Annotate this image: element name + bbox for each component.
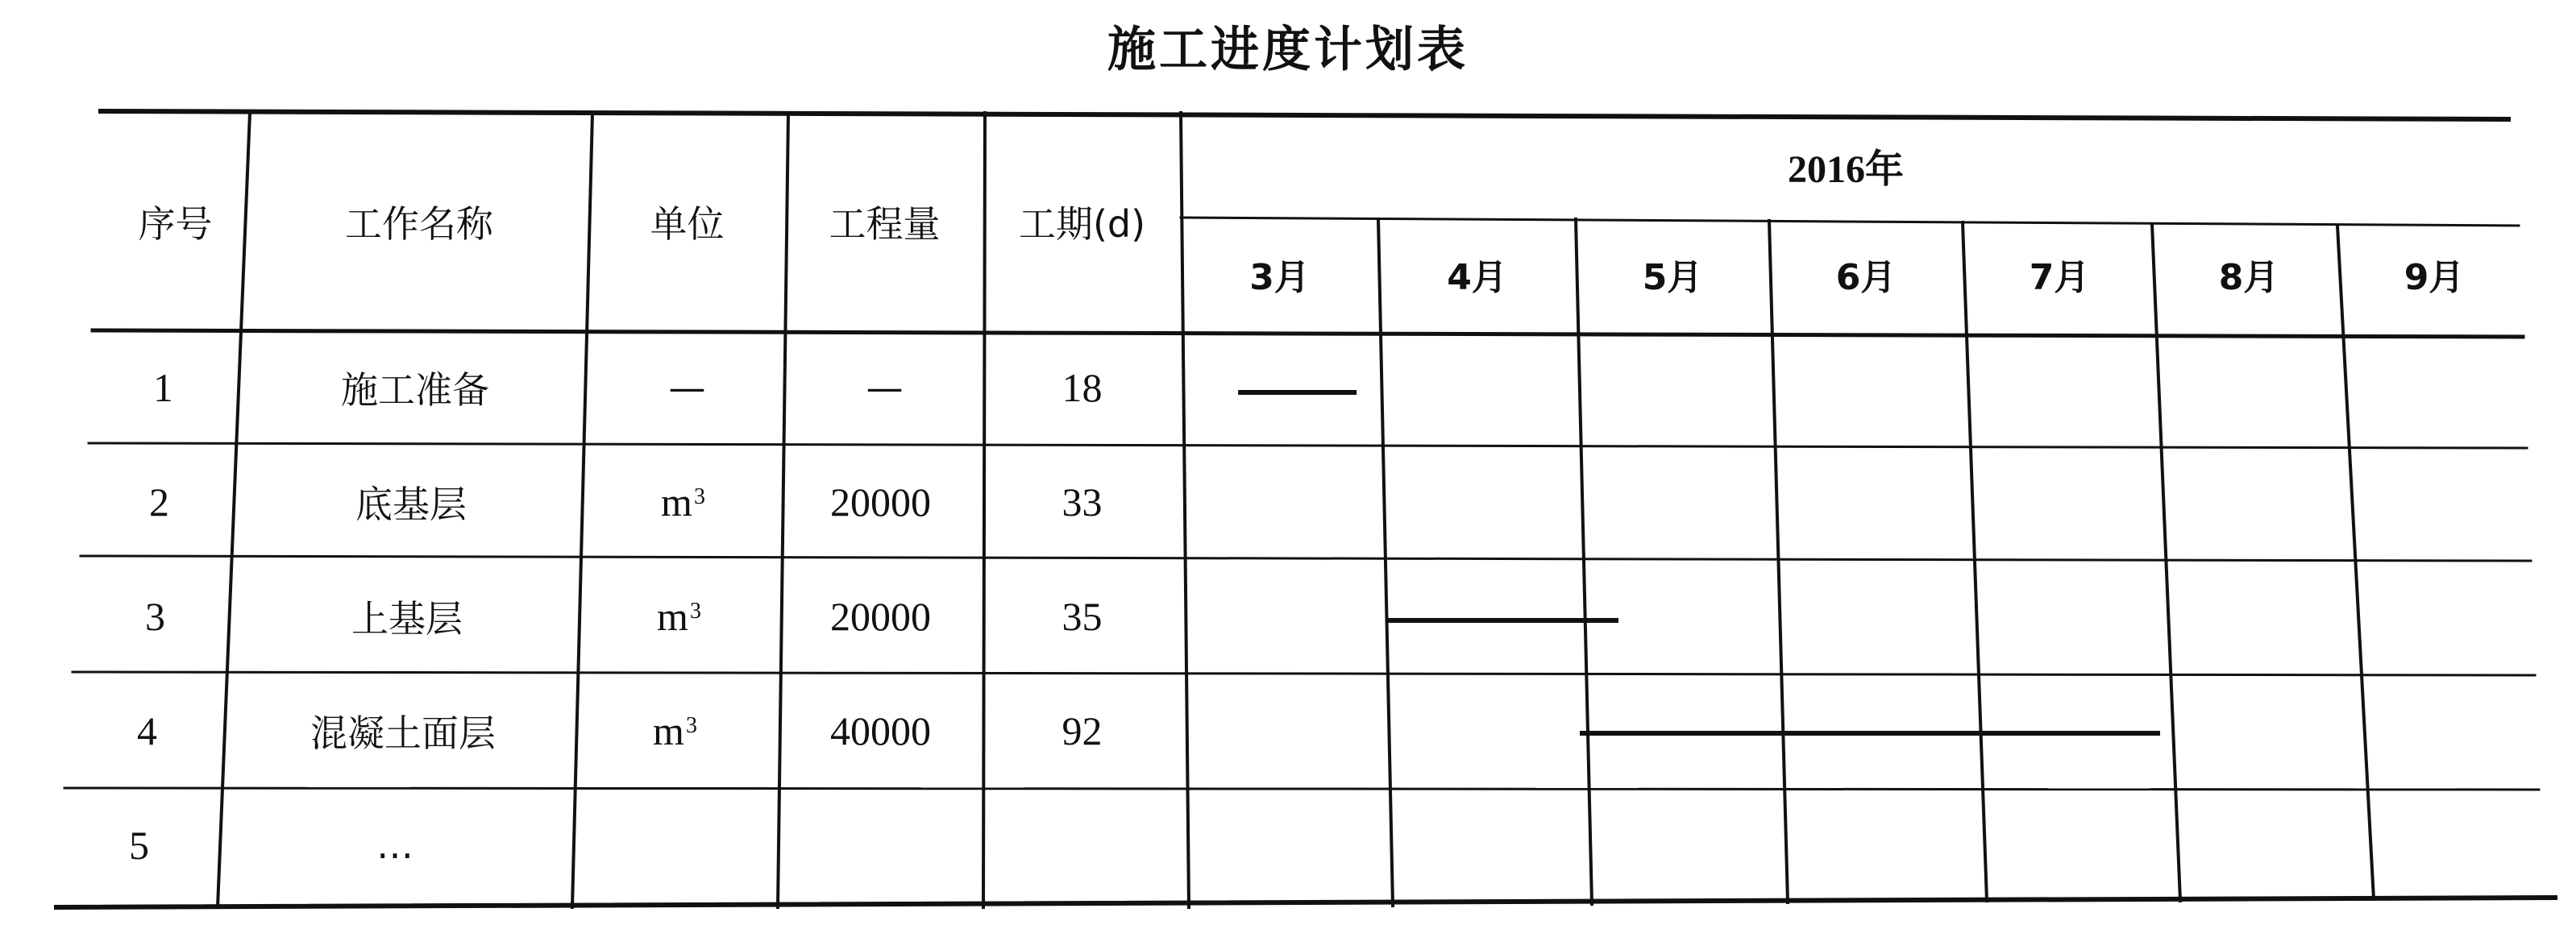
header-month-9: 9月: [2404, 257, 2465, 298]
row4-duration: 92: [1062, 708, 1103, 753]
header-month-6: 6月: [1835, 257, 1897, 298]
row2-quantity: 20000: [830, 479, 931, 525]
header-month-3: 3月: [1249, 257, 1310, 298]
row1-seq: 1: [153, 365, 173, 410]
row5-seq: 5: [129, 823, 149, 868]
row1-name: 施工准备: [341, 368, 489, 412]
header-month-8: 8月: [2218, 257, 2279, 298]
row2-name: 底基层: [355, 483, 467, 526]
row2-unit-base: m: [661, 479, 692, 525]
row4-unit: [576, 674, 774, 788]
row3-seq: 3: [145, 594, 165, 639]
header-year: 2016年: [1787, 147, 1904, 191]
row2-duration: 33: [1062, 479, 1103, 525]
header-duration: 工期(d): [1018, 202, 1146, 246]
row2-unit-exp: 3: [693, 484, 705, 509]
row3-duration: 35: [1062, 594, 1103, 639]
row3-unit-base: m: [657, 594, 688, 639]
row2-unit: [584, 445, 782, 559]
row3-quantity: 20000: [830, 594, 931, 639]
row1-unit: [588, 330, 786, 445]
header-quantity: 工程量: [829, 202, 941, 246]
header-work-name: 工作名称: [345, 202, 493, 246]
header-month-4: 4月: [1447, 257, 1507, 298]
header-seq: 序号: [138, 202, 213, 246]
row1-unit-text: —: [668, 366, 706, 409]
row4-seq: 4: [137, 708, 157, 753]
row3-unit-exp: 3: [689, 599, 701, 624]
page-title: 施工进度计划表: [1107, 22, 1469, 78]
row2-seq: 2: [149, 479, 169, 525]
row4-quantity: 40000: [830, 708, 931, 753]
row1-duration: 18: [1062, 365, 1103, 410]
row1-quantity: —: [866, 366, 904, 409]
header-month-5: 5月: [1642, 257, 1703, 298]
row3-name: 上基层: [351, 597, 463, 641]
row5-name: …: [376, 823, 413, 867]
row4-unit-base: m: [653, 708, 684, 753]
header-unit: 单位: [650, 202, 725, 246]
row4-name: 混凝土面层: [310, 711, 496, 755]
header-month-7: 7月: [2029, 257, 2090, 298]
row4-unit-exp: 3: [685, 713, 697, 738]
row3-unit: [580, 559, 778, 674]
